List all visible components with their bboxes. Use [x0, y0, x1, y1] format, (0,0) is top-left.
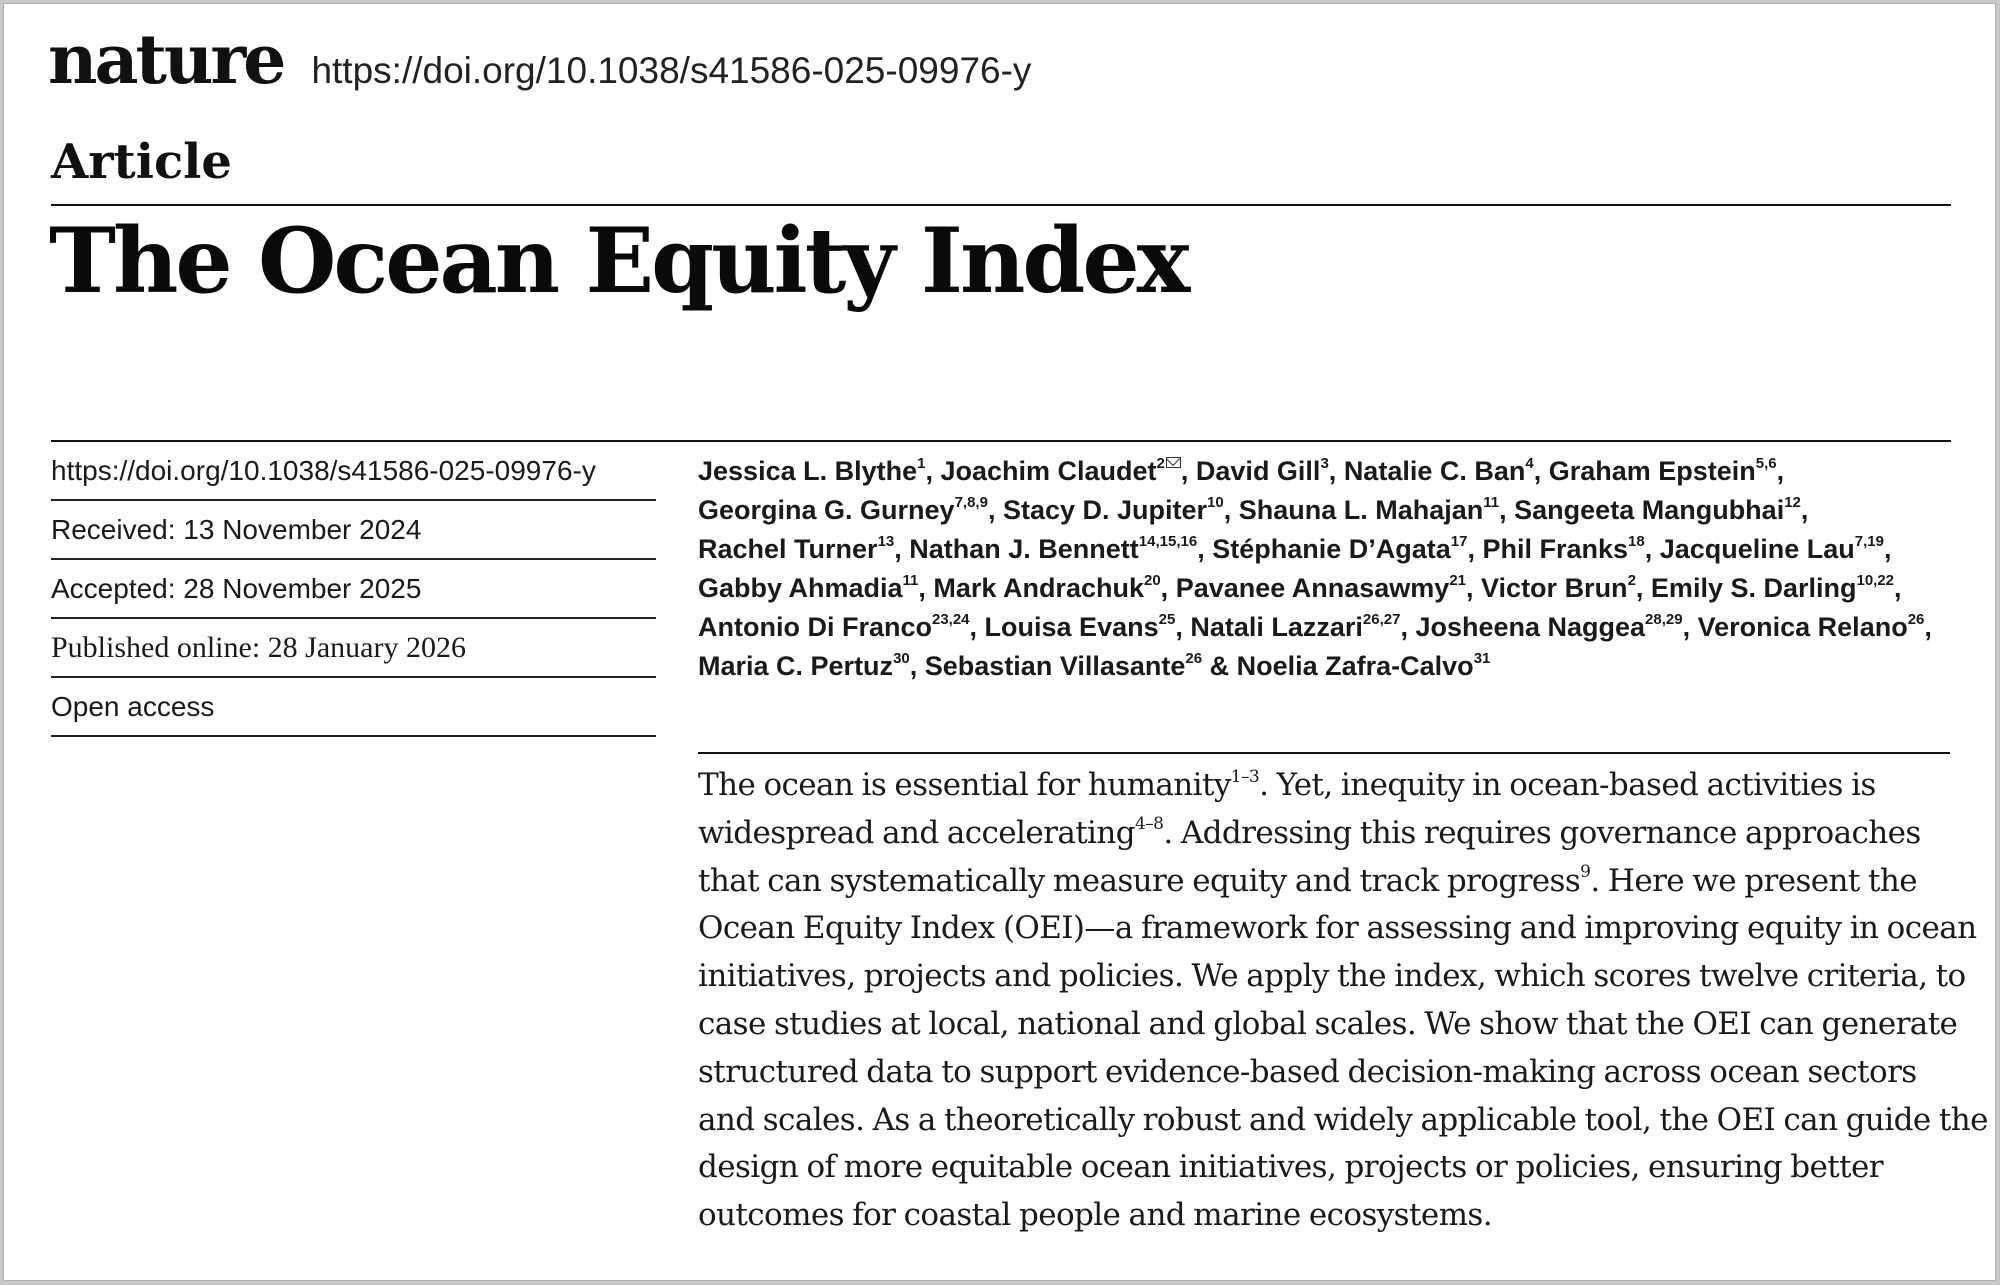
author-separator: ,	[1467, 534, 1483, 564]
abstract-text: Ocean Equity Index (OEI)—a framework for assessing and improving equity in ocean	[698, 910, 1977, 947]
abstract-text: structured data to support evidence-based decision-making across ocean sectors	[698, 1053, 1917, 1090]
author-name[interactable]	[1549, 456, 1784, 486]
author-name[interactable]	[1237, 651, 1491, 681]
author-list	[698, 452, 1958, 686]
published-date: Published online: 28 January 2026	[51, 619, 656, 678]
abstract-text: and scales. As a theoretically robust and widely applicable tool, the OEI can guide the	[698, 1101, 1988, 1138]
affiliation-number: 23,24	[931, 611, 970, 628]
received-date: Received: 13 November 2024	[51, 501, 656, 560]
abstract	[698, 762, 1988, 1240]
author-name[interactable]	[1003, 495, 1239, 525]
author-name-text: Georgina G. Gurney	[698, 495, 955, 525]
author-name-text: Gabby Ahmadia	[698, 573, 903, 603]
author-name-text: Graham Epstein	[1548, 456, 1756, 486]
author-separator: ,	[1499, 495, 1515, 525]
affiliation-number: 13	[877, 533, 895, 550]
abstract-line	[698, 1097, 1988, 1145]
author-separator: ,	[1175, 612, 1191, 642]
author-name-text: Jessica L. Blythe	[698, 456, 918, 486]
affiliation-number: 12	[1784, 494, 1801, 511]
affiliation-number: 18	[1628, 533, 1645, 550]
author-name-text: Natali Lazzari	[1190, 612, 1363, 642]
masthead	[48, 20, 1032, 100]
author-name-text: Josheena Naggea	[1415, 612, 1646, 642]
author-name-text: Veronica Relano	[1697, 612, 1908, 642]
author-name[interactable]	[698, 573, 933, 603]
abstract-line	[698, 1001, 1958, 1049]
abstract-line	[698, 762, 1958, 810]
author-name[interactable]	[1660, 534, 1892, 564]
author-name[interactable]	[1481, 573, 1651, 603]
author-separator: ,	[1883, 534, 1892, 564]
page-frame	[3, 3, 1996, 1281]
doi-link-header[interactable]: https://doi.org/10.1038/s41586-025-09976-y	[311, 50, 1032, 91]
affiliation-number: 30	[893, 650, 910, 667]
email-icon[interactable]	[1166, 457, 1181, 468]
doi-link[interactable]: https://doi.org/10.1038/s41586-025-09976-y	[51, 442, 656, 501]
affiliation-number: 2	[1627, 572, 1636, 589]
author-name-text: Stéphanie D’Agata	[1212, 534, 1451, 564]
author-name[interactable]	[1482, 534, 1659, 564]
author-name-text: Mark Andrachuk	[933, 573, 1144, 603]
affiliation-number: 14,15,16	[1138, 533, 1198, 550]
author-name[interactable]	[1212, 534, 1482, 564]
divider	[698, 752, 1950, 754]
affiliation-number: 11	[902, 572, 919, 589]
author-name-text: Jacqueline Lau	[1659, 534, 1855, 564]
affiliation-number: 10	[1207, 494, 1224, 511]
author-name-text: Shauna L. Mahajan	[1238, 495, 1484, 525]
abstract-text: initiatives, projects and policies. We apply the index, which scores twelve criteria, to	[698, 958, 1966, 995]
affiliation-number: 17	[1450, 533, 1468, 550]
author-separator: ,	[1328, 456, 1344, 486]
abstract-line	[698, 1049, 1958, 1097]
author-separator: ,	[1180, 456, 1196, 486]
author-name-text: Emily S. Darling	[1650, 573, 1857, 603]
author-name[interactable]	[698, 651, 925, 681]
author-name[interactable]	[925, 651, 1237, 681]
affiliation-number: 10,22	[1856, 572, 1895, 589]
abstract-line	[698, 1144, 1958, 1192]
abstract-text: outcomes for coastal people and marine ecosystems.	[698, 1197, 1492, 1234]
affiliation-number: 26	[1907, 611, 1925, 628]
author-separator: ,	[925, 456, 941, 486]
affiliation-number: 31	[1473, 650, 1491, 667]
affiliation-number: 5,6	[1755, 455, 1777, 472]
author-name[interactable]	[909, 534, 1212, 564]
author-name[interactable]	[985, 612, 1191, 642]
author-name-text: Sebastian Villasante	[924, 651, 1186, 681]
affiliation-number: 26	[1185, 650, 1203, 667]
article-type: Article	[51, 134, 232, 190]
article-title: The Ocean Equity Index	[49, 208, 1188, 314]
affiliation-number: 26,27	[1362, 611, 1401, 628]
author-separator: ,	[1160, 573, 1176, 603]
affiliation-number: 11	[1483, 494, 1500, 511]
affiliation-number: 7,8,9	[954, 494, 988, 511]
open-access-badge: Open access	[51, 678, 656, 737]
author-name[interactable]	[1344, 456, 1549, 486]
abstract-text: design of more equitable ocean initiatives, projects or policies, ensuring better	[698, 1149, 1883, 1186]
author-name[interactable]	[698, 612, 985, 642]
author-name-text: Rachel Turner	[698, 534, 878, 564]
author-name[interactable]	[1196, 456, 1344, 486]
author-name-text: Noelia Zafra-Calvo	[1236, 651, 1474, 681]
author-separator: ,	[1776, 456, 1785, 486]
abstract-line	[698, 858, 1958, 906]
author-separator: ,	[1682, 612, 1698, 642]
author-name-text: Victor Brun	[1481, 573, 1628, 603]
author-separator: ,	[969, 612, 985, 642]
abstract-line	[698, 953, 1966, 1001]
author-separator: ,	[1197, 534, 1213, 564]
citation-reference[interactable]: 1–3	[1230, 766, 1260, 787]
author-name-text: Phil Franks	[1482, 534, 1628, 564]
abstract-line	[698, 1192, 1958, 1240]
author-name-text: Louisa Evans	[984, 612, 1159, 642]
author-name[interactable]	[1190, 612, 1415, 642]
affiliation-number: 25	[1158, 611, 1176, 628]
abstract-line	[698, 905, 1977, 953]
author-name[interactable]	[940, 456, 1195, 486]
nature-logo: nature	[48, 20, 284, 100]
affiliation-number: 28,29	[1645, 611, 1683, 628]
abstract-text: widespread and accelerating	[698, 814, 1135, 851]
author-name-text: Pavanee Annasawmy	[1175, 573, 1450, 603]
affiliation-number: 3	[1320, 455, 1329, 472]
author-separator: ,	[1533, 456, 1549, 486]
author-name-text: David Gill	[1195, 456, 1321, 486]
abstract-line	[698, 810, 1958, 858]
author-separator: ,	[1635, 573, 1651, 603]
author-name-text: Joachim Claudet	[940, 456, 1157, 486]
citation-reference[interactable]: 9	[1580, 862, 1591, 883]
abstract-text: . Addressing this requires governance approaches	[1163, 814, 1921, 851]
affiliation-number: 4	[1525, 455, 1534, 472]
affiliation-number: 1	[917, 455, 926, 472]
author-name[interactable]	[1514, 495, 1808, 525]
author-separator: ,	[987, 495, 1003, 525]
author-name-text: Sangeeta Mangubhai	[1514, 495, 1785, 525]
divider	[51, 204, 1951, 206]
author-separator: ,	[918, 573, 934, 603]
author-name[interactable]	[933, 573, 1175, 603]
author-separator: ,	[1466, 573, 1482, 603]
author-separator: ,	[1894, 573, 1902, 603]
abstract-text: case studies at local, national and global scales. We show that the OEI can generate	[698, 1005, 1958, 1042]
author-separator: ,	[909, 651, 925, 681]
abstract-text: . Yet, inequity in ocean-based activities is	[1259, 767, 1876, 803]
author-name[interactable]	[698, 456, 940, 486]
author-separator: ,	[1223, 495, 1239, 525]
abstract-text: The ocean is essential for humanity	[698, 767, 1231, 803]
author-name[interactable]	[1415, 612, 1697, 642]
affiliation-number: 20	[1143, 572, 1161, 589]
affiliation-number: 7,19	[1854, 533, 1884, 550]
author-name-text: Natalie C. Ban	[1343, 456, 1526, 486]
abstract-text: that can systematically measure equity and track progress	[698, 862, 1581, 899]
author-separator: ,	[1644, 534, 1660, 564]
author-name-text: Stacy D. Jupiter	[1002, 495, 1208, 525]
author-name[interactable]	[698, 495, 1003, 525]
author-separator: ,	[1800, 495, 1809, 525]
citation-reference[interactable]: 4–8	[1134, 814, 1164, 835]
affiliation-number: 2	[1156, 455, 1165, 472]
author-separator: ,	[1924, 612, 1932, 642]
author-separator: ,	[894, 534, 910, 564]
author-separator: &	[1202, 651, 1237, 681]
accepted-date: Accepted: 28 November 2025	[51, 560, 656, 619]
author-name-text: Antonio Di Franco	[698, 612, 932, 642]
author-name[interactable]	[1698, 612, 1932, 642]
author-name-text: Maria C. Pertuz	[698, 651, 894, 681]
abstract-text: . Here we present the	[1590, 862, 1917, 899]
author-name-text: Nathan J. Bennett	[909, 534, 1139, 564]
author-separator: ,	[1400, 612, 1416, 642]
affiliation-number: 21	[1449, 572, 1467, 589]
article-metadata	[51, 442, 656, 737]
author-name[interactable]	[1176, 573, 1481, 603]
author-name[interactable]	[1651, 573, 1902, 603]
author-name[interactable]	[1239, 495, 1514, 525]
author-name[interactable]	[698, 534, 909, 564]
